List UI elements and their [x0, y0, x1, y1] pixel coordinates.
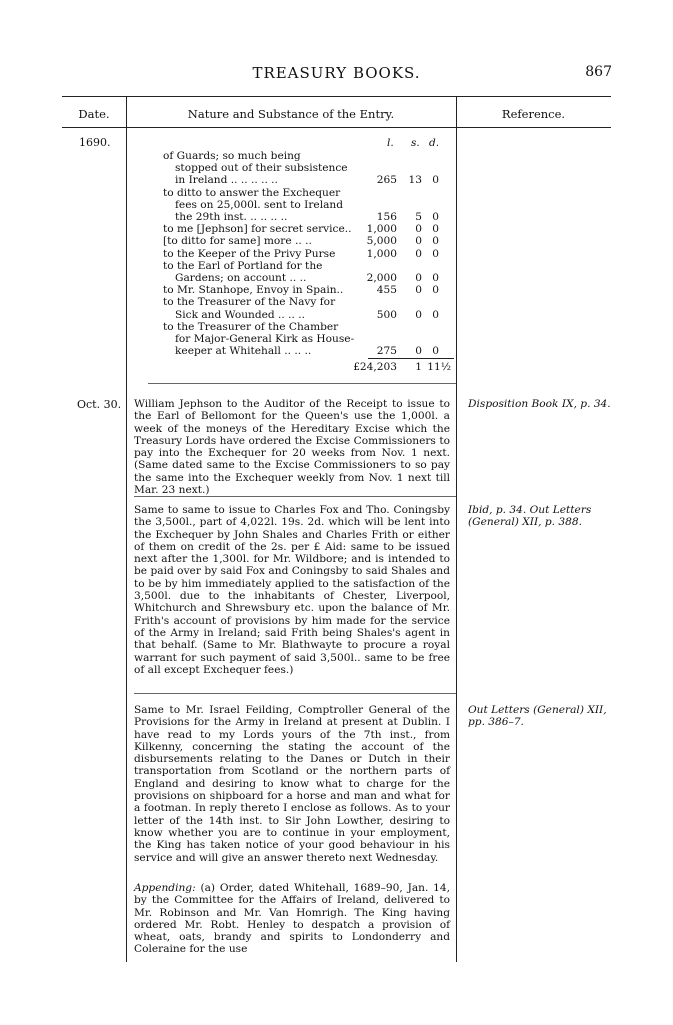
column-divider-date — [126, 96, 127, 962]
entry-date: Oct. 30. — [77, 398, 122, 411]
entry-reference: Disposition Book IX, p. 34. — [468, 398, 611, 410]
appending-label: Appending: — [134, 882, 196, 894]
amount-shillings: 5 — [415, 211, 422, 224]
account-row: to the Treasurer of the Chamber for Major-General Kirk as House- keeper at Whitehall .. .. .. 275 0 0 — [163, 320, 439, 358]
amount-shillings: 0 — [415, 284, 422, 297]
amount-shillings: 13 — [408, 174, 422, 187]
entry-text: William Jephson to the Auditor of the Receipt to issue to the Earl of Bellomont for the Queen's use the 1,000l. a week of the moneys of the Hereditary Excise which the Treasury Lords have ordered the Excise Commissioners to pay into the Exchequer for 20 weeks from Nov. 1 next. (Same dated same to the Excise Commissioners to so pay the same into the Exchequer weekly from Nov. 1 next till Mar. 23 next.) — [134, 398, 450, 497]
amount-shillings: 0 — [415, 308, 422, 321]
account-row: to ditto to answer the Exchequer fees on 25,000l. sent to Ireland the 29th inst. .. .. .. .. 156 5 0 — [163, 186, 439, 224]
amount-pence: 0 — [432, 211, 439, 224]
amount-pounds: 1,000 — [366, 223, 397, 236]
account-row: to Mr. Stanhope, Envoy in Spain.. 455 0 0 — [163, 284, 439, 297]
amount-shillings: 0 — [415, 272, 422, 285]
amount-pence: 0 — [432, 272, 439, 285]
unit-pence: d. — [429, 137, 440, 149]
amount-shillings: 0 — [415, 345, 422, 358]
entry-separator — [134, 693, 456, 694]
amount-pounds: 1,000 — [366, 247, 397, 260]
entry-text: Same to Mr. Israel Feilding, Comptroller General of the Provisions for the Army in Ireland at present at Dublin. I have read to my Lords yours of the 7th inst., from Kilkenny, concerning the stating the account of the disbursements relating to the Danes or Dutch in their transportation from Scotland or the northern parts of England and desiring to know what to charge for the provisions on shipboard for a horse and man and what for a footman. In reply thereto I enclose as follows. As to your letter of the 14th inst. to Sir John Lowther, desiring to know whether you are to continue in your employment, the King has taken notice of your good behaviour in his service and will give an answer thereto next Wednesday. — [134, 704, 450, 864]
account-row: to the Keeper of the Privy Purse 1,000 0 0 — [163, 247, 439, 260]
amount-pounds: 455 — [376, 284, 397, 297]
year-label: 1690. — [79, 136, 111, 149]
amount-pence: 0 — [432, 247, 439, 260]
entry-reference: Out Letters (General) XII, pp. 386–7. — [468, 704, 607, 729]
total-rule — [368, 358, 454, 359]
amount-pounds: 2,000 — [366, 272, 397, 285]
entry-separator — [148, 383, 456, 384]
account-row: to the Treasurer of the Navy for Sick and Wounded .. .. .. 500 0 0 — [163, 296, 439, 321]
amount-pence: 0 — [432, 284, 439, 297]
entry-separator — [134, 496, 456, 497]
entry-reference: Ibid, p. 34. Out Letters (General) XII, p. 388. — [468, 504, 592, 529]
account-total — [163, 361, 453, 375]
amount-pounds: 5,000 — [366, 235, 397, 248]
amount-pence: 0 — [432, 308, 439, 321]
appending-text: Appending: (a) Order, dated Whitehall, 1689–90, Jan. 14, by the Committee for the Affairs of Ireland, delivered to Mr. Robinson and Mr. Van Homrigh. The King having ordered Mr. Robt. Henley to despatch a provision of wheat, oats, brandy and spirits to Londonderry and Coleraine for the use — [134, 882, 450, 956]
amount-pence: 0 — [432, 345, 439, 358]
total-pence: 11½ — [427, 361, 451, 373]
total-shillings: 1 — [415, 361, 422, 373]
column-header-nature: Nature and Substance of the Entry. — [187, 107, 395, 121]
account-row: of Guards; so much being stopped out of their subsistence in Ireland .. .. .. .. .. 265 13 0 — [163, 150, 439, 187]
page-number: 867 — [585, 64, 612, 80]
amount-pence: 0 — [432, 223, 439, 236]
account-list — [163, 150, 453, 357]
amount-pence: 0 — [432, 174, 439, 187]
table-top-rule — [62, 96, 611, 97]
account-row: [to ditto for same] more .. .. 5,000 0 0 — [163, 235, 439, 248]
entry-text: Same to same to issue to Charles Fox and Tho. Coningsby the 3,500l., part of 4,022l. 19s. 2d. which will be lent into the Exchequer by John Shales and Charles Frith or either of them on credit of the 2s. per £ Aid: same to be issued next after the 1,300l. for Mr. Wildbore; and is intended to be paid over by said Fox and Coningsby to said Shales and to be by him immediately applied to the satisfaction of the 3,500l. due to the inhabitants of Chester, Liverpool, Whitchurch and Shrewsbury etc. upon the balance of Mr. Frith's account of provisions by him made for the service of the Army in Ireland; said Frith being Shales's agent in that behalf. (Same to Mr. Blathwayte to procure a royal warrant for such payment of said 3,500l.. same to be free of all except Exchequer fees.) — [134, 504, 450, 676]
amount-pence: 0 — [432, 235, 439, 248]
column-header-reference: Reference. — [501, 107, 566, 121]
column-divider-reference — [456, 96, 457, 962]
amount-pounds: 500 — [376, 308, 397, 321]
total-pounds: £24,203 — [353, 361, 397, 373]
unit-pounds: l. — [387, 137, 394, 149]
column-header-date: Date. — [78, 107, 110, 121]
amount-shillings: 0 — [415, 247, 422, 260]
page-title: TREASURY BOOKS. — [252, 64, 421, 82]
account-row: to the Earl of Portland for the Gardens; on account .. .. 2,000 0 0 — [163, 259, 439, 285]
amount-pounds: 275 — [376, 345, 397, 358]
amount-pounds: 265 — [376, 174, 397, 187]
amount-shillings: 0 — [415, 223, 422, 236]
amount-pounds: 156 — [376, 211, 397, 224]
unit-shillings: s. — [411, 137, 420, 149]
amount-shillings: 0 — [415, 235, 422, 248]
account-row: to me [Jephson] for secret service.. 1,000 0 0 — [163, 223, 439, 236]
table-header-rule — [62, 127, 611, 128]
